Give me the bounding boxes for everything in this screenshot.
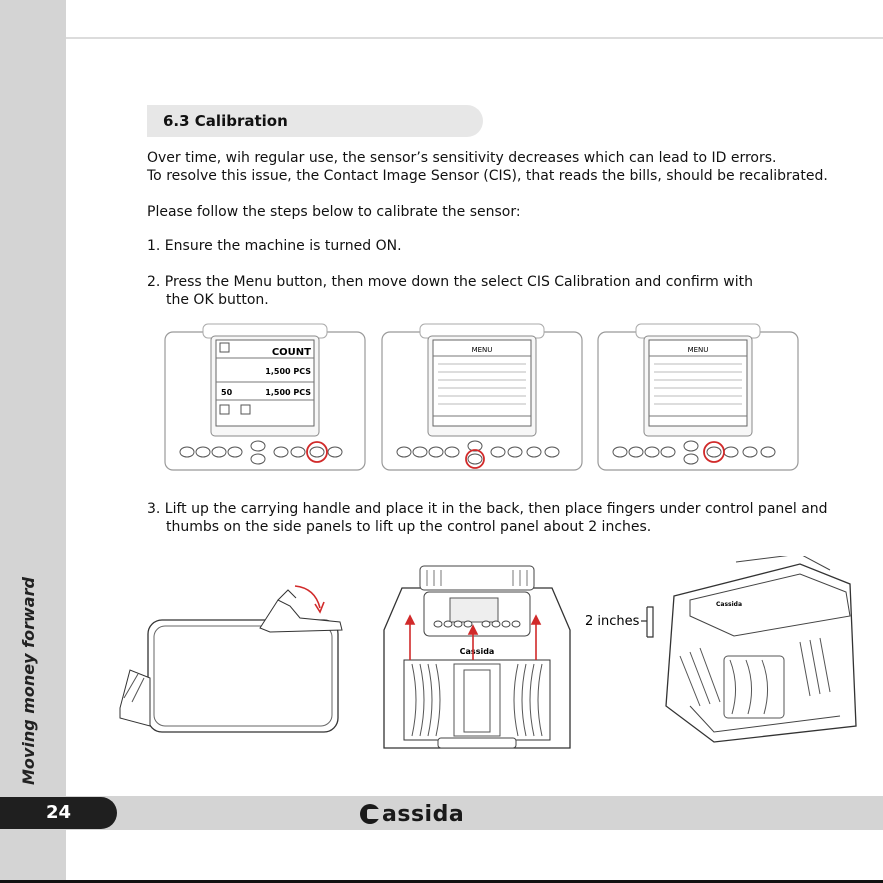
- screen-total-value: 1,500 PCS: [265, 388, 311, 397]
- cassida-logo-icon: [360, 804, 380, 824]
- screen-batch-value: 50: [221, 388, 233, 397]
- menu-title: MENU: [471, 346, 493, 354]
- header-divider: [66, 37, 883, 39]
- footer-brand: [360, 800, 464, 828]
- screen-count-value: 1,500 PCS: [265, 367, 311, 376]
- machine-front-view: [372, 560, 582, 760]
- intro-line-2: To resolve this issue, the Contact Image Sensor (CIS), that reads the bills, should be recalibrated.: [147, 168, 828, 184]
- control-panel-ok-screen: [596, 322, 800, 472]
- section-header: [147, 105, 483, 137]
- machine-perspective-view: [650, 556, 862, 744]
- lift-height-label: 2 inches: [585, 614, 640, 629]
- steps-lead: Please follow the steps below to calibrate the sensor:: [147, 204, 521, 220]
- screen-mode-label: COUNT: [271, 347, 311, 358]
- step-2-line-1: 2. Press the Menu button, then move down the select CIS Calibration and confirm with: [147, 274, 753, 290]
- intro-line-1: Over time, wih regular use, the sensor’s sensitivity decreases which can lead to ID errors.: [147, 150, 777, 166]
- step-2-line-2: the OK button.: [166, 292, 269, 308]
- sidebar-tagline: Moving money forward: [19, 577, 38, 785]
- device-brand-label: Cassida: [459, 647, 495, 656]
- perspective-brand-label: Cassida: [716, 601, 742, 608]
- lift-height-callout: [585, 605, 655, 639]
- page-number: 24: [0, 797, 117, 829]
- control-panel-count-screen: [163, 322, 367, 472]
- step-3-line-2: thumbs on the side panels to lift up the control panel about 2 inches.: [166, 519, 652, 535]
- step-1: 1. Ensure the machine is turned ON.: [147, 238, 402, 254]
- machine-side-view: [110, 578, 350, 738]
- control-panel-menu-screen: [380, 322, 584, 472]
- step-3-line-1: 3. Lift up the carrying handle and place it in the back, then place fingers under control panel and: [147, 501, 828, 517]
- menu-title-2: MENU: [687, 346, 709, 354]
- section-title: 6.3 Calibration: [163, 112, 288, 130]
- footer-brand-text: assida: [382, 801, 465, 827]
